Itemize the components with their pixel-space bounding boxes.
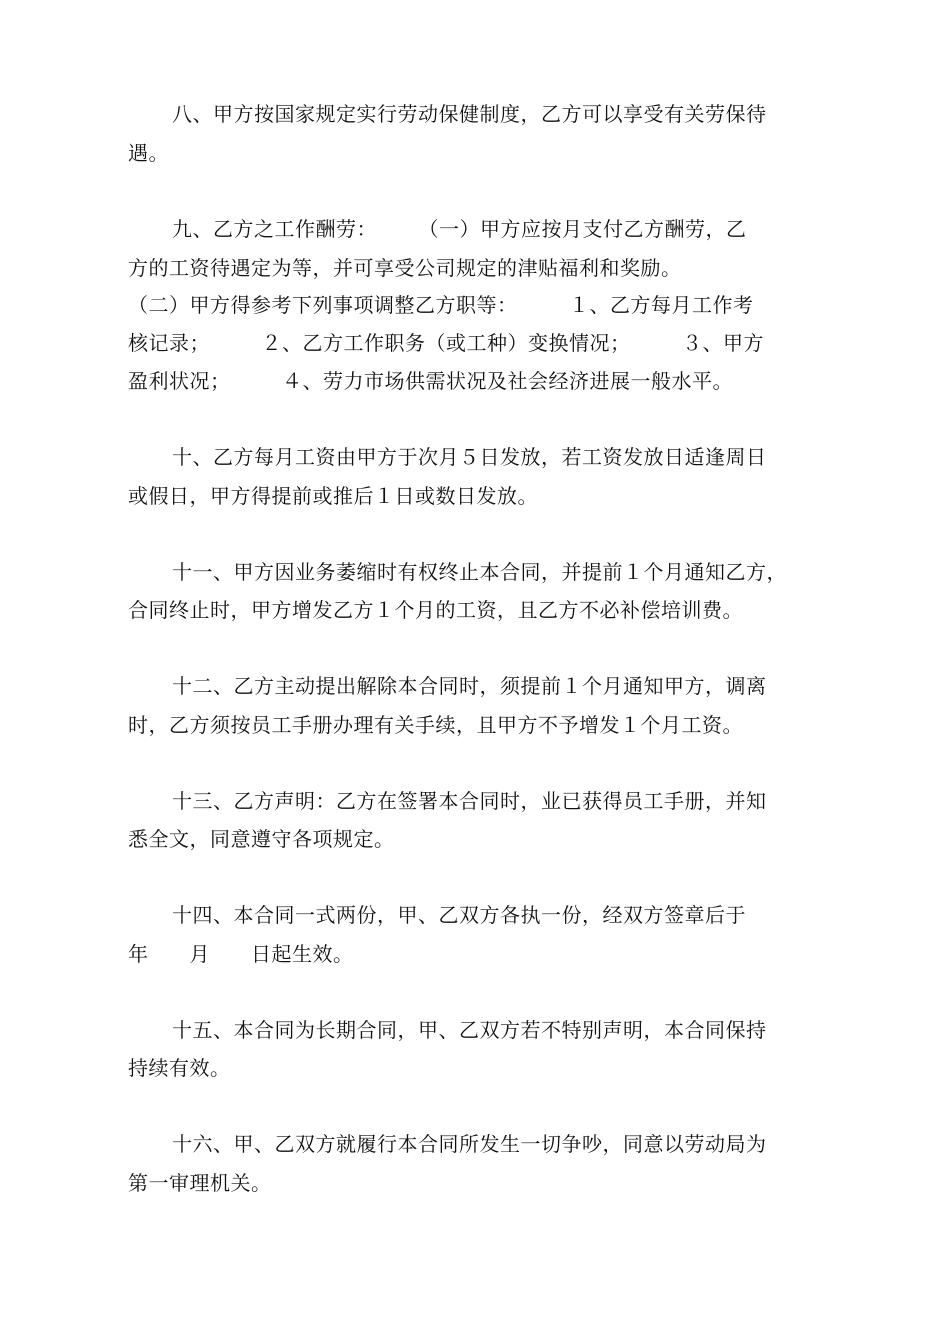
clause-11-line-1: 十一、甲方因业务萎缩时有权终止本合同，并提前１个月通知乙方， <box>172 560 787 584</box>
clause-14-line-2: 年 月 日起生效。 <box>128 942 354 966</box>
clause-10-line-1: 十、乙方每月工资由甲方于次月５日发放，若工资发放日适逢周日 <box>172 445 767 469</box>
clause-9-line-3: （二）甲方得参考下列事项调整乙方职等： １、乙方每月工作考 <box>128 293 754 317</box>
clause-9-line-2: 方的工资待遇定为等，并可享受公司规定的津贴福利和奖励。 <box>128 256 682 280</box>
clause-12-line-1: 十二、乙方主动提出解除本合同时，须提前１个月通知甲方，调离 <box>172 674 767 698</box>
clause-13-line-1: 十三、乙方声明：乙方在签署本合同时，业已获得员工手册，并知 <box>172 789 767 813</box>
clause-9-line-4: 核记录； ２、乙方工作职务（或工种）变换情况； ３、甲方 <box>128 331 764 355</box>
clause-13-line-2: 悉全文，同意遵守各项规定。 <box>128 827 395 851</box>
clause-14-line-1: 十四、本合同一式两份，甲、乙双方各执一份，经双方签章后于 <box>172 903 746 927</box>
clause-9-line-5: 盈利状况； ４、劳力市场供需状况及社会经济进展一般水平。 <box>128 369 733 393</box>
clause-16-line-1: 十六、甲、乙双方就履行本合同所发生一切争吵，同意以劳动局为 <box>172 1132 767 1156</box>
clause-9-line-1: 九、乙方之工作酬劳： （一）甲方应按月支付乙方酬劳，乙 <box>172 217 747 241</box>
clause-15-line-1: 十五、本合同为长期合同，甲、乙双方若不特别声明，本合同保持 <box>172 1018 767 1042</box>
clause-16-line-2: 第一审理机关。 <box>128 1171 272 1195</box>
clause-10-line-2: 或假日，甲方得提前或推后１日或数日发放。 <box>128 484 538 508</box>
clause-15-line-2: 持续有效。 <box>128 1056 231 1080</box>
clause-12-line-2: 时，乙方须按员工手册办理有关手续，且甲方不予增发１个月工资。 <box>128 713 743 737</box>
clause-8-line-1: 八、甲方按国家规定实行劳动保健制度，乙方可以享受有关劳保待 <box>172 102 767 126</box>
clause-11-line-2: 合同终止时，甲方增发乙方１个月的工资，且乙方不必补偿培训费。 <box>128 598 743 622</box>
clause-8-line-2: 遇。 <box>128 141 169 165</box>
